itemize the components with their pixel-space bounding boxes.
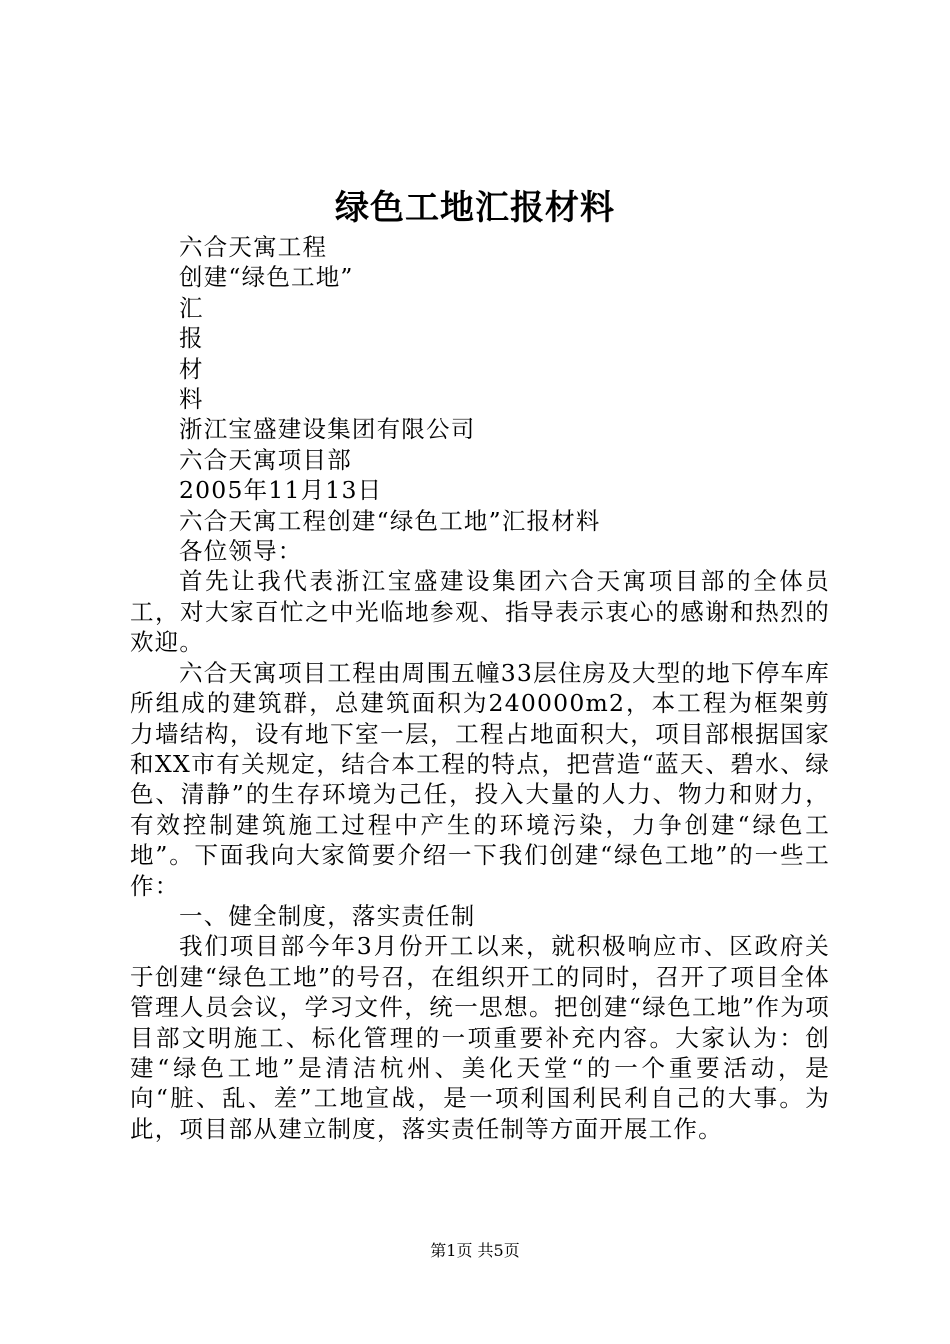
body-paragraph: 首先让我代表浙江宝盛建设集团六合天寓项目部的全体员工，对大家百忙之中光临地参观、指导表示衷心的感谢和热烈的欢迎。 — [130, 567, 830, 657]
company-name: 浙江宝盛建设集团有限公司 — [179, 415, 476, 444]
cover-line: 材 — [179, 354, 204, 383]
section-heading: 一、健全制度，落实责任制 — [179, 901, 476, 930]
cover-line: 六合天寓工程 — [179, 233, 328, 261]
cover-line: 汇 — [179, 293, 204, 322]
document-title: 绿色工地汇报材料 — [335, 188, 615, 228]
page-footer: 第1页 共5页 — [430, 1241, 520, 1260]
body-paragraph: 六合天寓项目工程由周围五幢33层住房及大型的地下停车库所组成的建筑群，总建筑面积为240000m2，本工程为框架剪力墙结构，设有地下室一层，工程占地面积大，项目部根据国家和XX市有关规定，结合本工程的特点，把营造“蓝天、碧水、绿色、清静”的生存环境为己任，投入大量的人力、物力和财力，有效控制建筑施工过程中产生的环境污染，力争创建“绿色工地”。下面我向大家简要介绍一下我们创建“绿色工地”的一些工作： — [130, 658, 830, 900]
salutation: 各位领导： — [179, 537, 303, 566]
department-name: 六合天寓项目部 — [179, 445, 352, 474]
document-body — [130, 232, 830, 1144]
document-date: 2005年11月13日 — [179, 476, 383, 505]
cover-line: 创建“绿色工地” — [179, 263, 354, 292]
report-heading: 六合天寓工程创建“绿色工地”汇报材料 — [179, 506, 601, 535]
body-paragraph: 我们项目部今年3月份开工以来，就积极响应市、区政府关于创建“绿色工地”的号召，在组织开工的同时，召开了项目全体管理人员会议，学习文件，统一思想。把创建“绿色工地”作为项目部文明施工、标化管理的一项重要补充内容。大家认为：创建“绿色工地”是清洁杭州、美化天堂“的一个重要活动，是向“脏、乱、差”工地宣战，是一项利国利民利自己的大事。为此，项目部从建立制度，落实责任制等方面开展工作。 — [130, 932, 830, 1143]
cover-line: 报 — [179, 324, 204, 353]
cover-line: 料 — [179, 385, 204, 414]
